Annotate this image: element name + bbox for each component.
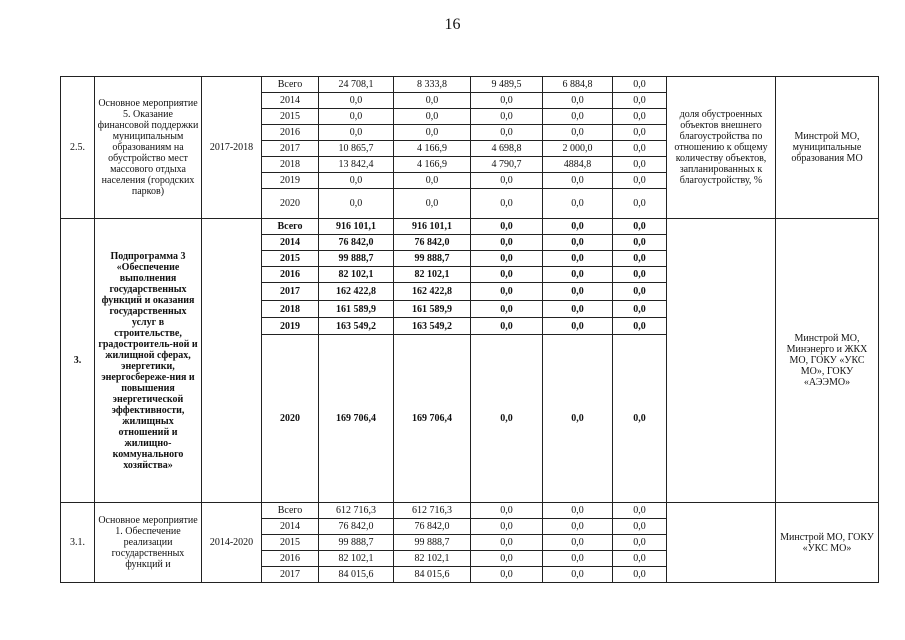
value-cell: 0,0	[613, 318, 667, 335]
total-cell: 82 102,1	[319, 551, 394, 567]
year-cell: 2019	[262, 173, 319, 189]
value-cell: 0,0	[613, 77, 667, 93]
total-cell: 13 842,4	[319, 157, 394, 173]
section-description: Основное мероприятие 1. Обеспечение реализации государственных функций и	[95, 503, 202, 583]
section-number: 3.	[61, 219, 95, 503]
value-cell: 916 101,1	[394, 219, 471, 235]
value-cell: 9 489,5	[471, 77, 543, 93]
year-cell: 2020	[262, 189, 319, 219]
total-cell: 916 101,1	[319, 219, 394, 235]
total-cell: 163 549,2	[319, 318, 394, 335]
year-cell: 2018	[262, 301, 319, 318]
value-cell: 0,0	[471, 251, 543, 267]
year-cell: 2017	[262, 141, 319, 157]
value-cell: 0,0	[613, 173, 667, 189]
total-cell: 0,0	[319, 93, 394, 109]
section-indicator: доля обустроенных объектов внешнего благоустройства по отношению к общему количеству объектов, запланированных к благоустройству, %	[667, 77, 776, 219]
value-cell: 0,0	[471, 535, 543, 551]
section-description: Подпрограмма 3 «Обеспечение выполнения государственных функций и оказания государственных услуг в строительстве, градостроитель-ной и жилищной сферах, энергетики, энергосбереже-ния и повышения энергетической эффективности, жилищных отношений и жилищно-коммунального хозяйства»	[95, 219, 202, 503]
value-cell: 0,0	[613, 535, 667, 551]
total-cell: 99 888,7	[319, 251, 394, 267]
value-cell: 0,0	[543, 235, 613, 251]
total-cell: 0,0	[319, 109, 394, 125]
section-description: Основное мероприятие 5. Оказание финансовой поддержки муниципальным образованиям на обустройство мест массового отдыха населения (городских парков)	[95, 77, 202, 219]
value-cell: 0,0	[471, 318, 543, 335]
value-cell: 0,0	[543, 267, 613, 283]
value-cell: 161 589,9	[394, 301, 471, 318]
value-cell: 0,0	[471, 235, 543, 251]
value-cell: 0,0	[471, 519, 543, 535]
section-period: 2014-2020	[202, 503, 262, 583]
total-cell: 169 706,4	[319, 335, 394, 503]
value-cell: 0,0	[543, 335, 613, 503]
value-cell: 0,0	[543, 109, 613, 125]
year-cell: Всего	[262, 219, 319, 235]
value-cell: 84 015,6	[394, 567, 471, 583]
value-cell: 0,0	[471, 503, 543, 519]
value-cell: 4 698,8	[471, 141, 543, 157]
year-cell: 2015	[262, 109, 319, 125]
value-cell: 0,0	[394, 125, 471, 141]
value-cell: 0,0	[613, 93, 667, 109]
total-cell: 161 589,9	[319, 301, 394, 318]
year-cell: 2015	[262, 535, 319, 551]
total-cell: 76 842,0	[319, 519, 394, 535]
year-cell: 2020	[262, 335, 319, 503]
value-cell: 4 166,9	[394, 157, 471, 173]
year-cell: 2019	[262, 318, 319, 335]
section-indicator	[667, 503, 776, 583]
value-cell: 0,0	[394, 173, 471, 189]
value-cell: 0,0	[394, 109, 471, 125]
value-cell: 169 706,4	[394, 335, 471, 503]
value-cell: 0,0	[613, 141, 667, 157]
year-cell: 2016	[262, 551, 319, 567]
value-cell: 0,0	[543, 535, 613, 551]
table-row	[61, 219, 879, 235]
program-table	[60, 76, 879, 583]
value-cell: 0,0	[543, 503, 613, 519]
value-cell: 0,0	[471, 173, 543, 189]
value-cell: 0,0	[471, 267, 543, 283]
value-cell: 0,0	[543, 567, 613, 583]
value-cell: 0,0	[543, 551, 613, 567]
value-cell: 4 166,9	[394, 141, 471, 157]
value-cell: 8 333,8	[394, 77, 471, 93]
value-cell: 0,0	[471, 125, 543, 141]
total-cell: 0,0	[319, 125, 394, 141]
value-cell: 0,0	[613, 335, 667, 503]
value-cell: 4 790,7	[471, 157, 543, 173]
value-cell: 0,0	[613, 235, 667, 251]
value-cell: 0,0	[613, 125, 667, 141]
value-cell: 0,0	[394, 93, 471, 109]
value-cell: 82 102,1	[394, 267, 471, 283]
value-cell: 0,0	[471, 219, 543, 235]
year-cell: 2017	[262, 283, 319, 301]
value-cell: 0,0	[543, 189, 613, 219]
value-cell: 0,0	[543, 318, 613, 335]
total-cell: 10 865,7	[319, 141, 394, 157]
value-cell: 0,0	[613, 567, 667, 583]
value-cell: 0,0	[543, 251, 613, 267]
value-cell: 6 884,8	[543, 77, 613, 93]
value-cell: 0,0	[613, 189, 667, 219]
value-cell: 76 842,0	[394, 235, 471, 251]
section-executor: Минстрой МО, Минэнерго и ЖКХ МО, ГОКУ «УКС МО», ГОКУ «АЭЭМО»	[776, 219, 879, 503]
value-cell: 0,0	[471, 93, 543, 109]
value-cell: 0,0	[543, 519, 613, 535]
section-executor: Минстрой МО, муниципальные образования МО	[776, 77, 879, 219]
year-cell: 2014	[262, 519, 319, 535]
value-cell: 0,0	[613, 109, 667, 125]
year-cell: Всего	[262, 77, 319, 93]
total-cell: 162 422,8	[319, 283, 394, 301]
value-cell: 0,0	[543, 125, 613, 141]
value-cell: 0,0	[471, 335, 543, 503]
value-cell: 0,0	[543, 93, 613, 109]
total-cell: 84 015,6	[319, 567, 394, 583]
value-cell: 0,0	[471, 283, 543, 301]
value-cell: 0,0	[543, 219, 613, 235]
total-cell: 24 708,1	[319, 77, 394, 93]
year-cell: 2014	[262, 93, 319, 109]
year-cell: 2016	[262, 267, 319, 283]
section-indicator	[667, 219, 776, 503]
section-number: 2.5.	[61, 77, 95, 219]
value-cell: 4884,8	[543, 157, 613, 173]
value-cell: 0,0	[613, 157, 667, 173]
total-cell: 99 888,7	[319, 535, 394, 551]
value-cell: 0,0	[543, 173, 613, 189]
total-cell: 0,0	[319, 189, 394, 219]
value-cell: 99 888,7	[394, 251, 471, 267]
year-cell: 2015	[262, 251, 319, 267]
value-cell: 0,0	[613, 267, 667, 283]
value-cell: 76 842,0	[394, 519, 471, 535]
page-number: 16	[444, 16, 461, 33]
value-cell: 162 422,8	[394, 283, 471, 301]
value-cell: 0,0	[613, 251, 667, 267]
year-cell: Всего	[262, 503, 319, 519]
value-cell: 0,0	[471, 301, 543, 318]
value-cell: 0,0	[471, 109, 543, 125]
total-cell: 82 102,1	[319, 267, 394, 283]
value-cell: 0,0	[471, 551, 543, 567]
value-cell: 0,0	[613, 283, 667, 301]
value-cell: 0,0	[613, 551, 667, 567]
value-cell: 0,0	[613, 301, 667, 318]
value-cell: 82 102,1	[394, 551, 471, 567]
value-cell: 2 000,0	[543, 141, 613, 157]
section-period	[202, 219, 262, 503]
year-cell: 2016	[262, 125, 319, 141]
table-row	[61, 503, 879, 519]
total-cell: 76 842,0	[319, 235, 394, 251]
year-cell: 2018	[262, 157, 319, 173]
value-cell: 0,0	[471, 567, 543, 583]
total-cell: 612 716,3	[319, 503, 394, 519]
value-cell: 0,0	[543, 283, 613, 301]
section-number: 3.1.	[61, 503, 95, 583]
section-executor: Минстрой МО, ГОКУ «УКС МО»	[776, 503, 879, 583]
value-cell: 0,0	[394, 189, 471, 219]
value-cell: 612 716,3	[394, 503, 471, 519]
total-cell: 0,0	[319, 173, 394, 189]
value-cell: 0,0	[613, 503, 667, 519]
value-cell: 0,0	[543, 301, 613, 318]
section-period: 2017-2018	[202, 77, 262, 219]
year-cell: 2014	[262, 235, 319, 251]
table-row	[61, 77, 879, 93]
year-cell: 2017	[262, 567, 319, 583]
value-cell: 0,0	[613, 519, 667, 535]
value-cell: 0,0	[471, 189, 543, 219]
value-cell: 163 549,2	[394, 318, 471, 335]
value-cell: 0,0	[613, 219, 667, 235]
value-cell: 99 888,7	[394, 535, 471, 551]
